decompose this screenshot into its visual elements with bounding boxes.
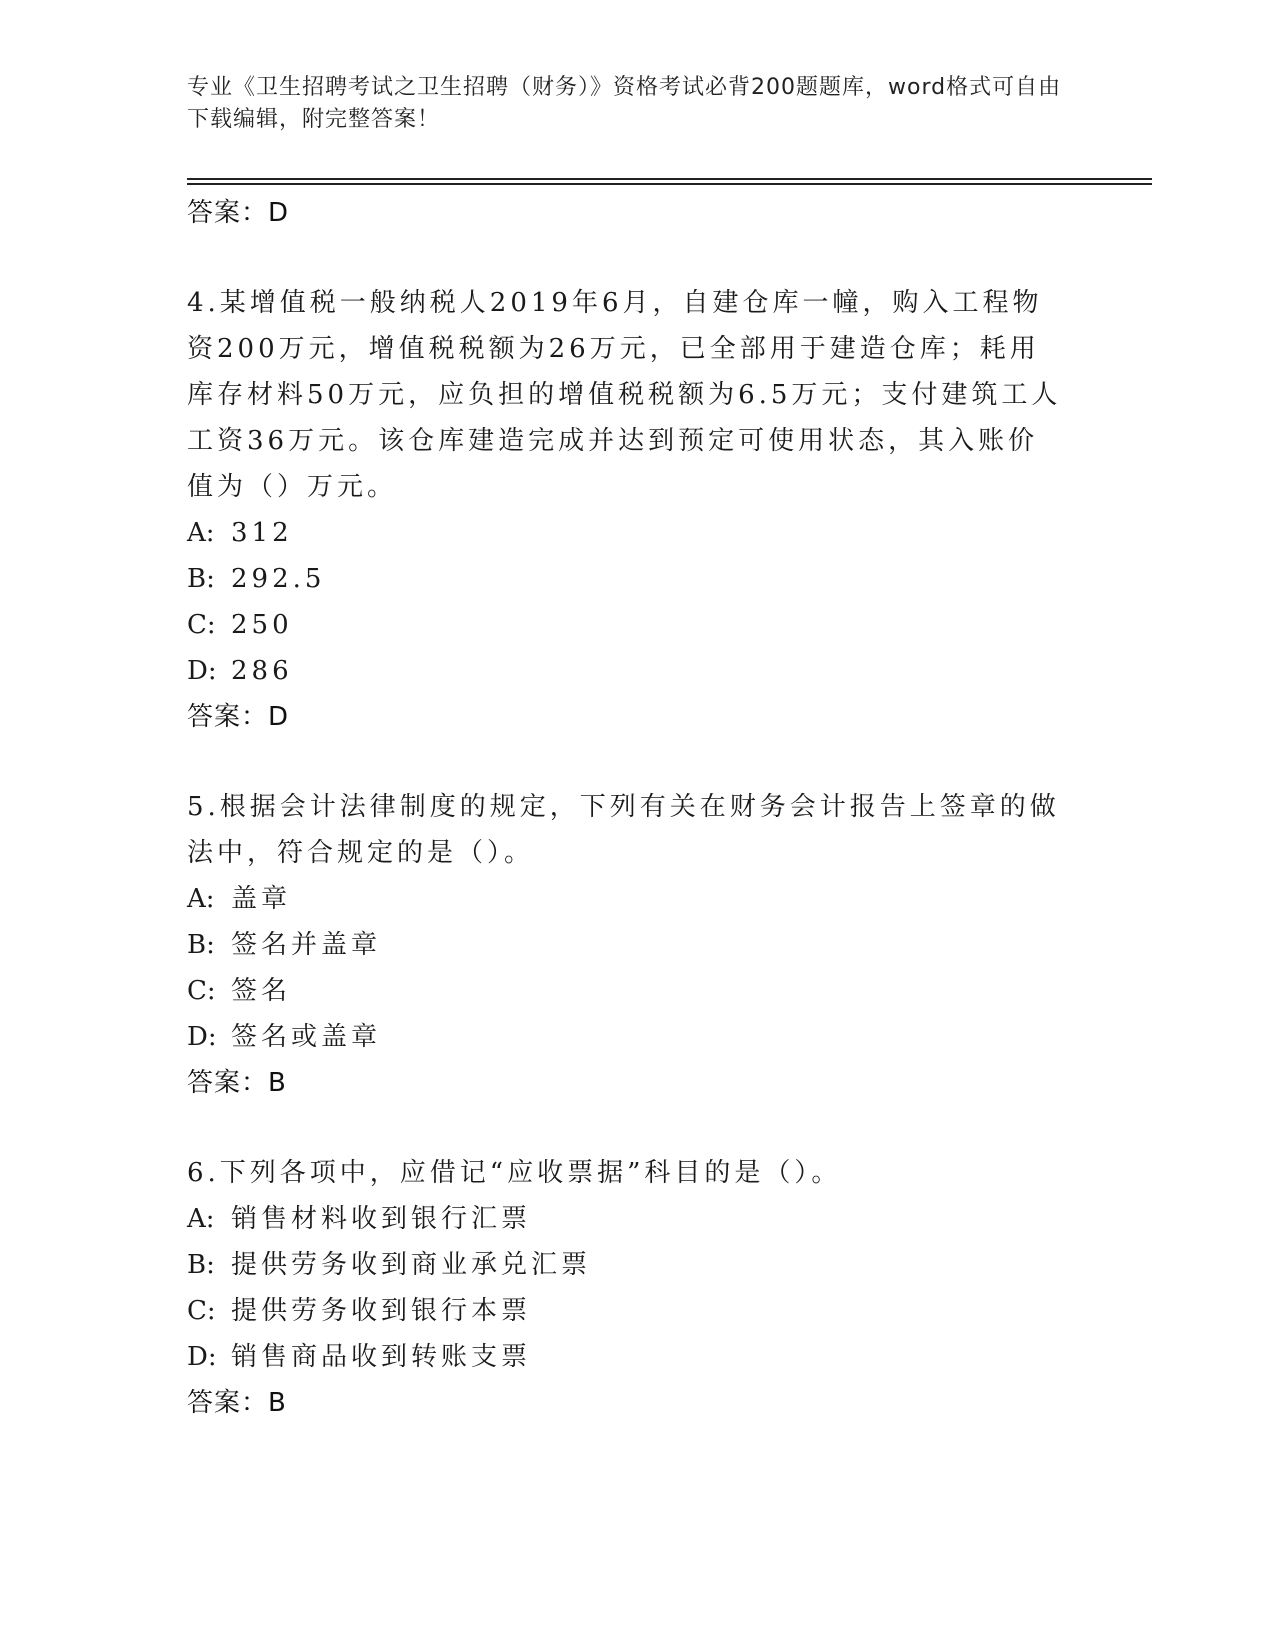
- option-c: [187, 1288, 1067, 1334]
- option-b: [187, 922, 1067, 968]
- option-text: 销售商品收到转账支票: [231, 1342, 532, 1372]
- question-text: 6.下列各项中，应借记“应收票据”科目的是（）。: [187, 1158, 842, 1188]
- option-text: 签名或盖章: [231, 1022, 382, 1052]
- option-label: B:: [187, 564, 215, 594]
- option-text: 提供劳务收到商业承兑汇票: [231, 1250, 592, 1280]
- option-label: C:: [187, 1296, 216, 1326]
- question-block-6: [187, 1150, 1067, 1426]
- answer-line: 答案：D: [187, 702, 290, 732]
- option-text: 292.5: [231, 564, 326, 594]
- option-c: [187, 968, 1067, 1014]
- option-d: [187, 1334, 1067, 1380]
- question-text: 5.根据会计法律制度的规定，下列有关在财务会计报告上签章的做法中，符合规定的是（）。: [187, 792, 1060, 868]
- answer-line: 答案：B: [187, 1388, 287, 1418]
- option-text: 销售材料收到银行汇票: [231, 1204, 532, 1234]
- option-label: C:: [187, 976, 216, 1006]
- question-text: 4.某增值税一般纳税人2019年6月，自建仓库一幢，购入工程物资200万元，增值税税额为26万元，已全部用于建造仓库；耗用库存材料50万元，应负担的增值税税额为6.5万元；支付建筑工人工资36万元。该仓库建造完成并达到预定可使用状态，其入账价值为（）万元。: [187, 288, 1062, 502]
- option-text: 盖章: [231, 884, 292, 914]
- option-b: [187, 556, 1067, 602]
- document-body: [187, 190, 1067, 1426]
- option-d: [187, 1014, 1067, 1060]
- option-text: 签名并盖章: [231, 930, 382, 960]
- option-a: [187, 876, 1067, 922]
- previous-answer: 答案：D: [187, 198, 290, 228]
- option-label: A:: [187, 884, 215, 914]
- option-text: 286: [231, 656, 293, 686]
- option-text: 签名: [231, 976, 292, 1006]
- option-d: [187, 648, 1067, 694]
- answer-line: 答案：B: [187, 1068, 287, 1098]
- option-label: D:: [187, 1022, 217, 1052]
- option-text: 312: [231, 518, 293, 548]
- question-block-5: [187, 784, 1067, 1106]
- option-a: [187, 510, 1067, 556]
- option-text: 250: [231, 610, 293, 640]
- option-c: [187, 602, 1067, 648]
- option-label: A:: [187, 1204, 215, 1234]
- option-label: B:: [187, 1250, 215, 1280]
- option-a: [187, 1196, 1067, 1242]
- option-label: A:: [187, 518, 215, 548]
- document-header: 专业《卫生招聘考试之卫生招聘（财务）》资格考试必背200题题库，word格式可自由下载编辑，附完整答案！: [187, 75, 1062, 132]
- option-label: C:: [187, 610, 216, 640]
- header-rule-top: [187, 178, 1152, 180]
- option-label: D:: [187, 656, 217, 686]
- option-b: [187, 1242, 1067, 1288]
- option-label: B:: [187, 930, 215, 960]
- option-text: 提供劳务收到银行本票: [231, 1296, 532, 1326]
- option-label: D:: [187, 1342, 217, 1372]
- header-rule-bottom: [187, 183, 1152, 185]
- question-block-4: [187, 280, 1067, 740]
